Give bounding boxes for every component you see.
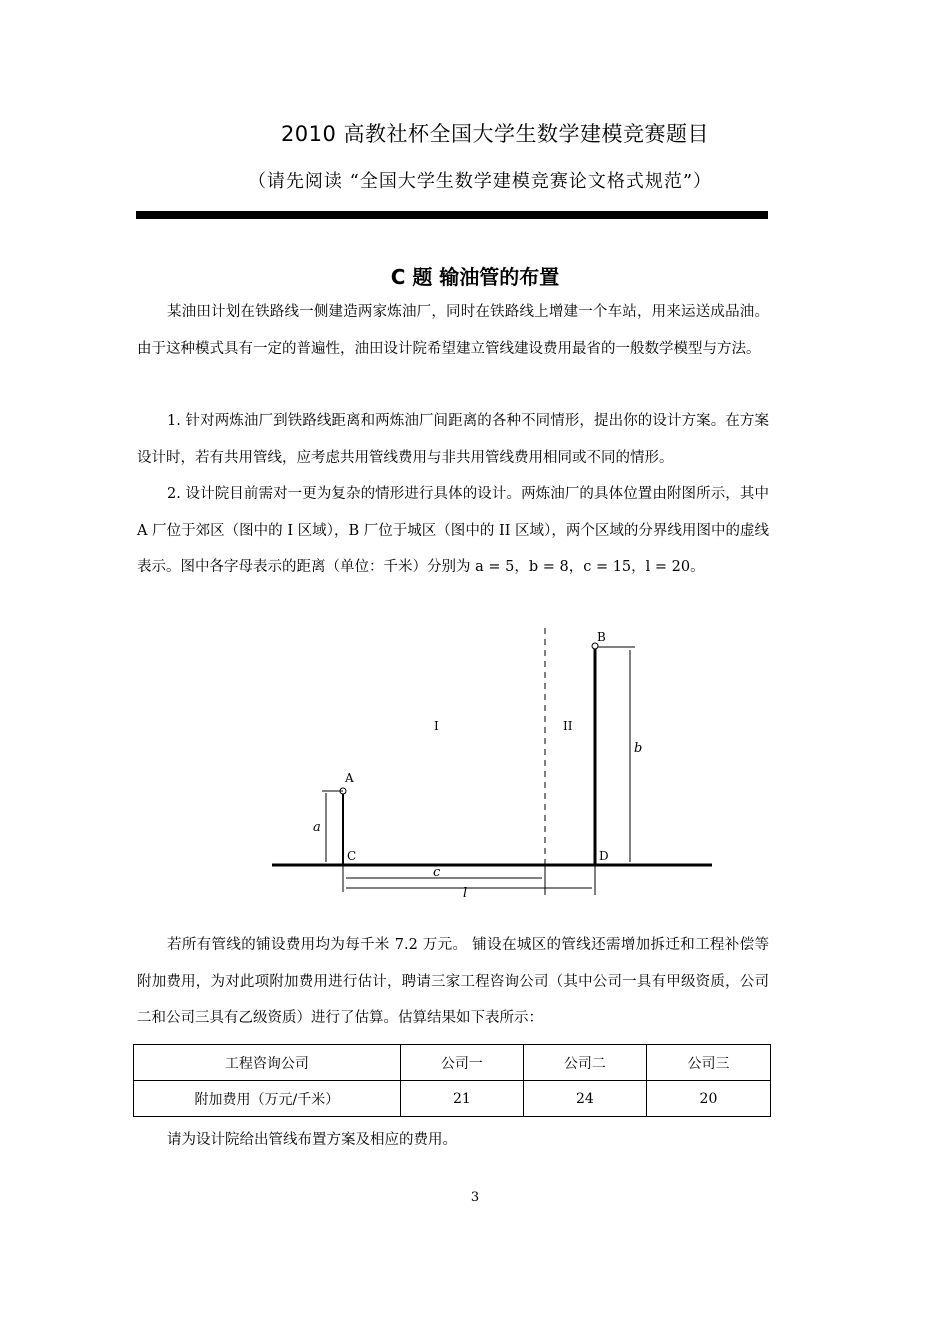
fee-table	[133, 1044, 771, 1117]
label-l-dim: l	[463, 886, 468, 900]
item1-paragraph: 1. 针对两炼油厂到铁路线距离和两炼油厂间距离的各种不同情形，提出你的设计方案。在方案设计时，若有共用管线，应考虑共用管线费用与非共用管线费用相同或不同的情形。	[137, 413, 769, 466]
label-b-dim: b	[634, 741, 643, 756]
label-a-dim: a	[313, 820, 321, 835]
table-header-cell: 公司二	[523, 1045, 646, 1081]
label-a-point: A	[345, 771, 354, 785]
table-cell: 附加费用（万元/千米）	[134, 1081, 401, 1117]
closing-paragraph: 请为设计院给出管线布置方案及相应的费用。	[167, 1132, 457, 1148]
table-header-cell: 工程咨询公司	[134, 1045, 401, 1081]
label-c-point: C	[347, 849, 357, 863]
table-header-cell: 公司三	[646, 1045, 770, 1081]
item2-paragraph: 2. 设计院目前需对一更为复杂的情形进行具体的设计。两炼油厂的具体位置由附图所示，其中 A 厂位于郊区（图中的 I 区域），B 厂位于城区（图中的 II 区域），两个区域的分界线用图中的虚线表示。图中各字母表示的距离（单位：千米）分别为 a = 5，b = 8，c = 15，l = 20。	[137, 486, 769, 575]
table-header-cell: 公司一	[400, 1045, 523, 1081]
region-1-label: I	[434, 719, 439, 733]
page-subtitle: （请先阅读 “全国大学生数学建模竞赛论文格式规范”）	[247, 171, 713, 192]
label-c-dim: c	[433, 865, 441, 880]
costs-paragraph: 若所有管线的铺设费用均为每千米 7.2 万元。 铺设在城区的管线还需增加拆迁和工程补偿等附加费用，为对此项附加费用进行估计，聘请三家工程咨询公司（其中公司一具有甲级资质，公司二和公司三具有乙级资质）进行了估算。估算结果如下表所示：	[137, 937, 769, 1026]
page-title: 2010 高教社杯全国大学生数学建模竞赛题目	[280, 122, 710, 146]
table-cell: 21	[400, 1081, 523, 1117]
region-2-label: II	[563, 719, 573, 733]
page-number: 3	[470, 1190, 480, 1205]
label-b-point: B	[597, 630, 606, 644]
intro-paragraph: 某油田计划在铁路线一侧建造两家炼油厂，同时在铁路线上增建一个车站，用来运送成品油。由于这种模式具有一定的普遍性，油田设计院希望建立管线建设费用最省的一般数学模型与方法。	[137, 304, 769, 357]
label-d-point: D	[599, 849, 609, 863]
table-header-row	[134, 1045, 771, 1081]
table-row	[134, 1081, 771, 1117]
table-cell: 24	[523, 1081, 646, 1117]
table-cell: 20	[646, 1081, 770, 1117]
problem-title: C 题 输油管的布置	[390, 265, 560, 289]
